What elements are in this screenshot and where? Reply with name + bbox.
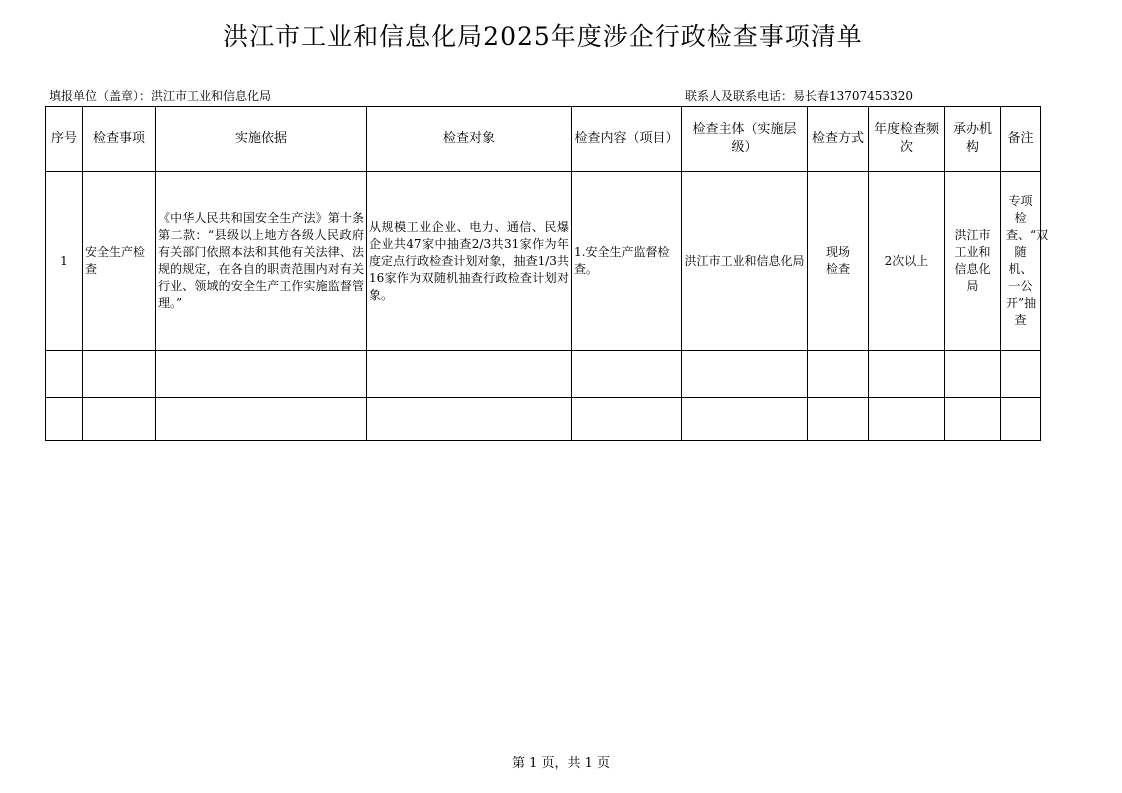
header-organization: 承办机构 [945, 107, 1001, 172]
page-footer: 第 1 页，共 1 页 [511, 756, 611, 771]
cell-subject: 洪江市工业和信息化局 [682, 172, 808, 351]
cell-item: 安全生产检查 [83, 172, 156, 351]
header-object: 检查对象 [367, 107, 572, 172]
cell-no: 1 [46, 172, 83, 351]
document-title: 洪江市工业和信息化局2025年度涉企行政检查事项清单 [223, 22, 863, 51]
header-no: 序号 [46, 107, 83, 172]
header-frequency: 年度检查频次 [869, 107, 945, 172]
contact-info: 联系人及联系电话：易长春13707453320 [685, 89, 913, 103]
table-row-empty [46, 351, 1041, 398]
filing-unit: 填报单位（盖章）：洪江市工业和信息化局 [49, 89, 272, 103]
cell-content: 1.安全生产监督检查。 [572, 172, 682, 351]
header-basis: 实施依据 [156, 107, 367, 172]
cell-method: 现场检查 [808, 172, 869, 351]
header-item: 检查事项 [83, 107, 156, 172]
cell-frequency: 2次以上 [869, 172, 945, 351]
inspection-table [45, 106, 1049, 441]
header-note: 备注 [1001, 107, 1041, 172]
header-subject: 检查主体（实施层级） [682, 107, 808, 172]
cell-note: 专项检查、“双随机、一公开”抽查 [1001, 172, 1041, 351]
table-row-empty [46, 398, 1041, 441]
header-row [46, 107, 1041, 172]
cell-basis: 《中华人民共和国安全生产法》第十条第二款：“县级以上地方各级人民政府有关部门依照本法和其他有关法律、法规的规定，在各自的职责范围内对有关行业、领域的安全生产工作实施监督管理。” [156, 172, 367, 351]
header-content: 检查内容（项目） [572, 107, 682, 172]
cell-object: 从规模工业企业、电力、通信、民爆企业共47家中抽查2/3共31家作为年度定点行政检查计划对象，抽查1/3共16家作为双随机抽查行政检查计划对象。 [367, 172, 572, 351]
header-method: 检查方式 [808, 107, 869, 172]
table-row [46, 172, 1041, 351]
cell-organization: 洪江市工业和信息化局 [945, 172, 1001, 351]
